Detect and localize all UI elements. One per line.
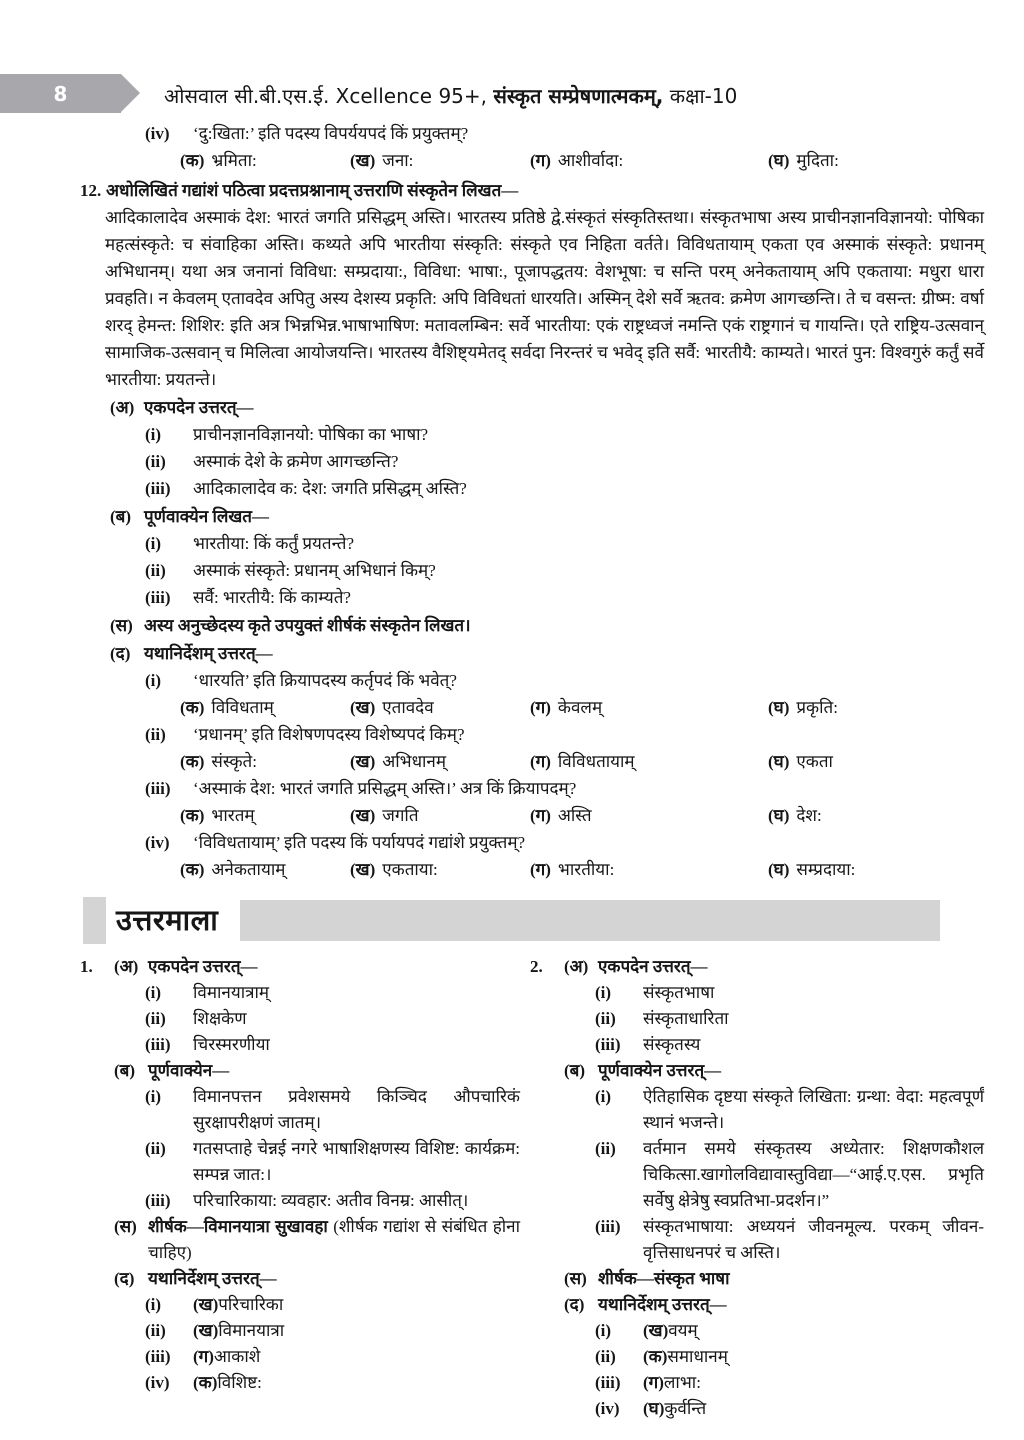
mcq-number: (ii) (145, 725, 166, 744)
option-letter: (ग) (530, 860, 551, 879)
answer-item (595, 1136, 984, 1214)
option-letter: (क) (180, 806, 205, 825)
answer-option-text: वयम् (668, 1321, 698, 1340)
answer-1-heading (80, 954, 520, 980)
part-heading: यथानिर्देशम् उत्तरत्— (598, 1295, 727, 1314)
answer-title (148, 1214, 520, 1266)
option-a (180, 748, 350, 775)
option-text: जगति (382, 806, 419, 825)
answers-column-2 (530, 954, 984, 1422)
part-c-heading: अस्य अनुच्छेदस्य कृते उपयुक्तं शीर्षकं संस्कृतेन लिखत। (144, 616, 471, 635)
option-c (530, 802, 768, 829)
part-heading: यथानिर्देशम् उत्तरत्— (148, 1269, 277, 1288)
option-text: प्रकृति: (796, 698, 838, 717)
answer-option-text: परिचारिका (218, 1295, 284, 1314)
answer-item-number: (i) (145, 1295, 162, 1314)
part-label: (ब) (564, 1061, 586, 1080)
answer-key-banner (83, 897, 940, 944)
answer-item-number: (ii) (595, 1009, 616, 1028)
page-number: 8 (53, 81, 68, 106)
sub-question (145, 448, 984, 475)
option-letter: (ख) (350, 752, 376, 771)
question-12-instruction: अधोलिखितं गद्यांशं पठित्वा प्रदत्तप्रश्नानाम् उत्तराणि संस्कृतेन लिखत— (106, 181, 519, 200)
sub-question-number: (iii) (145, 588, 171, 607)
answer-mcq (145, 1318, 520, 1344)
answer-item-text: विमानयात्राम् (193, 983, 270, 1002)
answer-item-text: गतसप्ताहे चेन्नई नगरे भाषाशिक्षणस्य विशिष्ट: कार्यक्रम: सम्पन्न जात:। (193, 1139, 520, 1184)
option-letter: (ख) (350, 860, 376, 879)
sub-question (145, 584, 984, 611)
option-text: जना: (382, 151, 414, 170)
answer-mcq (145, 1344, 520, 1370)
answer-item (595, 1006, 984, 1032)
sub-question-number: (i) (145, 425, 162, 444)
mcq-options (180, 694, 984, 721)
option-text: संस्कृते: (211, 752, 257, 771)
mcq-number: (iv) (145, 833, 170, 852)
answer-option-letter: (ग) (643, 1373, 664, 1392)
answer-item (595, 980, 984, 1006)
option-c (530, 856, 768, 883)
option-c (530, 694, 768, 721)
question-iv (145, 120, 984, 147)
answer-item-text: परिचारिकाया: व्यवहार: अतीव विनम्र: आसीत्। (193, 1191, 469, 1210)
mcq-text: ‘अस्माकं देश: भारतं जगति प्रसिद्धम् अस्ति।’ अत्र किं क्रियापदम्? (193, 779, 577, 798)
sub-question-number: (ii) (145, 561, 166, 580)
option-d (768, 748, 984, 775)
answer-option-text: कुर्वन्ति (664, 1399, 707, 1418)
answer-option-letter: (ख) (193, 1321, 219, 1340)
option-b (350, 694, 530, 721)
running-head (164, 82, 737, 109)
answer-title-note: (शीर्षक गद्यांश से संबंधित होना चाहिए) (148, 1217, 520, 1262)
answer-item-text: वर्तमान समये संस्कृतस्य अध्येतार: शिक्षणकौशल चिकित्सा.खागोलविद्यावास्तुविद्या—“आई.ए.एस. प्रभृति सर्वेषु क्षेत्रेषु स्वप्रतिभा-प्रदर्शन।” (643, 1139, 984, 1210)
answer-item-text: चिरस्मरणीया (193, 1035, 270, 1054)
part-b (110, 503, 984, 530)
part-d-label: (द) (110, 644, 131, 663)
answer-item-number: (i) (595, 1087, 612, 1106)
option-letter: (घ) (768, 698, 790, 717)
option-a (180, 147, 350, 174)
sub-question (145, 530, 984, 557)
answer-number: 2. (530, 957, 543, 976)
answer-item-text: संस्कृतभाषाया: अध्ययनं जीवनमूल्य. परकम् जीवन-वृत्तिसाधनपरं च अस्ति। (643, 1217, 984, 1262)
answer-item-number: (iii) (145, 1347, 171, 1366)
sub-question-text: भारतीया: किं कर्तुं प्रयतन्ते? (193, 534, 355, 553)
option-text: एतावदेव (382, 698, 434, 717)
answer-option-letter: (ख) (643, 1321, 669, 1340)
answer-mcq (145, 1292, 520, 1318)
answer-item (145, 1006, 520, 1032)
mcq-options (180, 856, 984, 883)
answer-option-text: विशिष्ट: (217, 1373, 262, 1392)
question-12-number: 12. (80, 181, 102, 200)
sub-question (145, 421, 984, 448)
answer-item-number: (iv) (145, 1373, 170, 1392)
answer-option-letter: (घ) (643, 1399, 665, 1418)
option-letter: (क) (180, 752, 205, 771)
option-letter: (घ) (768, 860, 790, 879)
sub-question-text: प्राचीनज्ञानविज्ञानयो: पोषिका का भाषा? (193, 425, 429, 444)
question-iv-number: (iv) (145, 124, 170, 143)
sub-question-text: अस्माकं संस्कृते: प्रधानम् अभिधानं किम्? (193, 561, 436, 580)
part-b-label: (ब) (110, 507, 132, 526)
part-label: (द) (564, 1295, 585, 1314)
answer-item (595, 1214, 984, 1266)
answer-item-number: (ii) (595, 1139, 616, 1158)
option-letter: (घ) (768, 752, 790, 771)
option-c (530, 147, 768, 174)
option-text: भ्रमिता: (211, 151, 257, 170)
sub-question-number: (iii) (145, 479, 171, 498)
part-label: (ब) (114, 1061, 136, 1080)
option-letter: (घ) (768, 806, 790, 825)
answer-option-letter: (ग) (193, 1347, 214, 1366)
answer-number: 1. (80, 957, 93, 976)
option-letter: (क) (180, 698, 205, 717)
answer-item-number: (iii) (595, 1217, 621, 1236)
mcq-text: ‘धारयति’ इति क्रियापदस्य कर्तृपदं किं भवेत्? (193, 671, 457, 690)
mcq-question (145, 829, 984, 856)
answer-item-number: (ii) (145, 1321, 166, 1340)
option-text: अस्ति (557, 806, 592, 825)
option-text: भारतम् (211, 806, 255, 825)
option-d (768, 802, 984, 829)
question-iv-text: ‘दु:खिता:’ इति पदस्य विपर्ययपदं किं प्रयुक्तम्? (193, 124, 469, 143)
mcq-options (180, 802, 984, 829)
answer-option-letter: (क) (193, 1373, 218, 1392)
option-text: मुदिता: (796, 151, 839, 170)
answer-2-heading (530, 954, 984, 980)
answer-option-letter: (क) (643, 1347, 668, 1366)
part-c (110, 612, 984, 639)
answer-item-number: (iii) (145, 1191, 171, 1210)
part-a-heading: एकपदेन उत्तरत्— (144, 398, 254, 417)
option-text: आशीर्वादा: (557, 151, 624, 170)
answer-part-d (114, 1266, 520, 1292)
part-heading: एकपदेन उत्तरत्— (148, 957, 258, 976)
option-text: देश: (796, 806, 822, 825)
part-a (110, 394, 984, 421)
banner-bar (240, 900, 940, 941)
option-letter: (ख) (350, 151, 376, 170)
answer-item-number: (ii) (145, 1139, 166, 1158)
answer-item (145, 1136, 520, 1188)
option-letter: (ग) (530, 752, 551, 771)
option-text: विविधताम् (211, 698, 274, 717)
answer-mcq (595, 1318, 984, 1344)
running-head-class: कक्षा-10 (663, 84, 738, 108)
option-b (350, 856, 530, 883)
answer-mcq (145, 1370, 520, 1396)
answer-item (145, 980, 520, 1006)
part-label: (स) (564, 1269, 587, 1288)
part-d (110, 640, 984, 667)
answer-item-number: (i) (145, 1087, 162, 1106)
answer-item-number: (i) (595, 983, 612, 1002)
answer-item (145, 1084, 520, 1136)
page-header (0, 0, 1024, 120)
answer-item-text: विमानपत्तन प्रवेशसमये किञ्चिद औपचारिकं सुरक्षापरीक्षणं जातम्। (193, 1087, 520, 1132)
option-b (350, 802, 530, 829)
answer-part-c (564, 1266, 984, 1292)
page-content (0, 120, 1024, 1422)
option-letter: (ख) (350, 698, 376, 717)
answer-item-number: (iv) (595, 1399, 620, 1418)
option-letter: (क) (180, 151, 205, 170)
part-label: (द) (114, 1269, 135, 1288)
sub-question-text: अस्माकं देशे के क्रमेण आगच्छन्ति? (193, 452, 399, 471)
option-text: भारतीया: (557, 860, 615, 879)
answer-part-b (564, 1058, 984, 1084)
answer-item-text: संस्कृतस्य (643, 1035, 701, 1054)
option-text: विविधतायाम् (557, 752, 635, 771)
answer-item-text: संस्कृताधारिता (643, 1009, 729, 1028)
answer-mcq (595, 1396, 984, 1422)
mcq-number: (i) (145, 671, 162, 690)
answer-part-d (564, 1292, 984, 1318)
option-text: एकता (796, 752, 833, 771)
answer-item-number: (iii) (595, 1035, 621, 1054)
option-text: सम्प्रदाया: (796, 860, 856, 879)
answer-option-letter: (ख) (193, 1295, 219, 1314)
part-label: (अ) (564, 957, 589, 976)
part-d-heading: यथानिर्देशम् उत्तरत्— (144, 644, 273, 663)
option-letter: (ग) (530, 151, 551, 170)
answer-mcq (595, 1370, 984, 1396)
question-12-heading (80, 177, 984, 204)
answer-item-number: (ii) (145, 1009, 166, 1028)
part-heading: एकपदेन उत्तरत्— (598, 957, 708, 976)
option-letter: (ख) (350, 806, 376, 825)
question-iv-options (180, 147, 984, 174)
mcq-text: ‘प्रधानम्’ इति विशेषणपदस्य विशेष्यपदं किम्? (193, 725, 465, 744)
part-a-label: (अ) (110, 398, 135, 417)
answer-item (145, 1188, 520, 1214)
sub-question-number: (ii) (145, 452, 166, 471)
banner-left-square (83, 897, 106, 944)
mcq-options (180, 748, 984, 775)
answer-option-text: आकाशे (213, 1347, 261, 1366)
option-b (350, 147, 530, 174)
option-letter: (ग) (530, 698, 551, 717)
answer-item-number: (i) (595, 1321, 612, 1340)
mcq-number: (iii) (145, 779, 171, 798)
mcq-question (145, 667, 984, 694)
mcq-question (145, 775, 984, 802)
running-head-prefix: ओसवाल सी.बी.एस.ई. Xcellence 95+, (164, 84, 494, 108)
part-label: (स) (114, 1217, 137, 1236)
answer-item-number: (iii) (595, 1373, 621, 1392)
option-letter: (ग) (530, 806, 551, 825)
option-c (530, 748, 768, 775)
page-number-badge (0, 74, 121, 113)
option-d (768, 694, 984, 721)
sub-question-text: आदिकालादेव क: देश: जगति प्रसिद्धम् अस्ति? (193, 479, 467, 498)
answer-item (595, 1032, 984, 1058)
sub-question (145, 475, 984, 502)
option-text: अनेकतायाम् (211, 860, 286, 879)
option-text: एकताया: (382, 860, 438, 879)
running-head-book-title: संस्कृत सम्प्रेषणात्मकम्, (493, 84, 664, 108)
answer-item (595, 1084, 984, 1136)
part-heading: पूर्णवाक्येन उत्तरत्— (598, 1061, 722, 1080)
option-letter: (घ) (768, 151, 790, 170)
answer-option-text: लाभा: (663, 1373, 701, 1392)
answer-mcq (595, 1344, 984, 1370)
answer-title-bold: शीर्षक—विमानयात्रा सुखावहा (148, 1217, 328, 1236)
answer-title-bold: शीर्षक—संस्कृत भाषा (598, 1269, 730, 1288)
answer-option-text: विमानयात्रा (218, 1321, 285, 1340)
answer-key-title: उत्तरमाला (116, 903, 219, 937)
question-12-passage: आदिकालादेव अस्माकं देश: भारतं जगति प्रसिद्धम् अस्ति। भारतस्य प्रतिष्ठे द्वे.संस्कृतं संस्कृतिस्तथा। संस्कृतभाषा अस्य प्राचीनज्ञानविज्ञानयो: पोषिका महत्संस्कृते: च संवाहिका अस्ति। कथ्यते अपि भारतीया संस्कृति: संस्कृते एव निहिता वर्तते। विविधतायाम् एकता एव अस्माकं संस्कृते: प्रधानम् अभिधानम्। यथा अत्र जनानां विविधा: सम्प्रदाया:, विविधा: भाषा:, पूजापद्धतय: वेशभूषा: च सन्ति परम् अनेकतायाम् अपि एकताया: मधुरा धारा प्रवहति। न केवलम् एतावदेव अपितु अस्य देशस्य प्रकृति: अपि विविधतां धारयति। अस्मिन् देशे सर्वे ऋतव: क्रमेण आगच्छन्ति। ते च वसन्त: ग्रीष्म: वर्षा शरद् हेमन्त: शिशिर: इति अत्र भिन्नभिन्न.भाषाभाषिण: मतावलम्बिन: सर्वे भारतीया: एकं राष्ट्रध्वजं नमन्ति एकं राष्ट्रगानं च गायन्ति। एते राष्ट्रिय-उत्सवान् सामाजिक-उत्सवान् च मिलित्वा आयोजयन्ति। भारतस्य वैशिष्ट्यमेतद् सर्वदा निरन्तरं च भवेद् इति सर्वै: भारतीयै: काम्यते। भारतं पुन: विश्वगुरुं कर्तुं सर्वे भारतीया: प्रयतन्ते। (105, 208, 984, 389)
option-text: अभिधानम् (382, 752, 447, 771)
option-a (180, 856, 350, 883)
option-b (350, 748, 530, 775)
answer-item (145, 1032, 520, 1058)
answer-item-number: (iii) (145, 1035, 171, 1054)
sub-question-text: सर्वै: भारतीयै: किं काम्यते? (193, 588, 351, 607)
answer-item-text: संस्कृतभाषा (643, 983, 715, 1002)
mcq-question (145, 721, 984, 748)
answer-title (598, 1266, 730, 1292)
answers-column-1 (80, 954, 520, 1422)
answer-item-text: शिक्षकेण (193, 1009, 247, 1028)
answer-part-b (114, 1058, 520, 1084)
answer-key-section (80, 954, 984, 1422)
part-label: (अ) (114, 957, 139, 976)
answer-item-text: ऐतिहासिक दृष्टया संस्कृते लिखिता: ग्रन्था: वेदा: महत्वपूर्णं स्थानं भजन्ते। (643, 1087, 984, 1132)
sub-question-number: (i) (145, 534, 162, 553)
answer-item-number: (i) (145, 983, 162, 1002)
option-a (180, 802, 350, 829)
part-heading: पूर्णवाक्येन— (148, 1061, 230, 1080)
part-c-label: (स) (110, 616, 133, 635)
option-text: केवलम् (557, 698, 603, 717)
part-b-heading: पूर्णवाक्येन लिखत— (144, 507, 269, 526)
option-a (180, 694, 350, 721)
answer-part-c (114, 1214, 520, 1266)
option-d (768, 147, 984, 174)
option-letter: (क) (180, 860, 205, 879)
option-d (768, 856, 984, 883)
answer-item-number: (ii) (595, 1347, 616, 1366)
answer-option-text: समाधानम् (667, 1347, 728, 1366)
sub-question (145, 557, 984, 584)
mcq-text: ‘विविधतायाम्’ इति पदस्य किं पर्यायपदं गद्यांशे प्रयुक्तम्? (193, 833, 526, 852)
